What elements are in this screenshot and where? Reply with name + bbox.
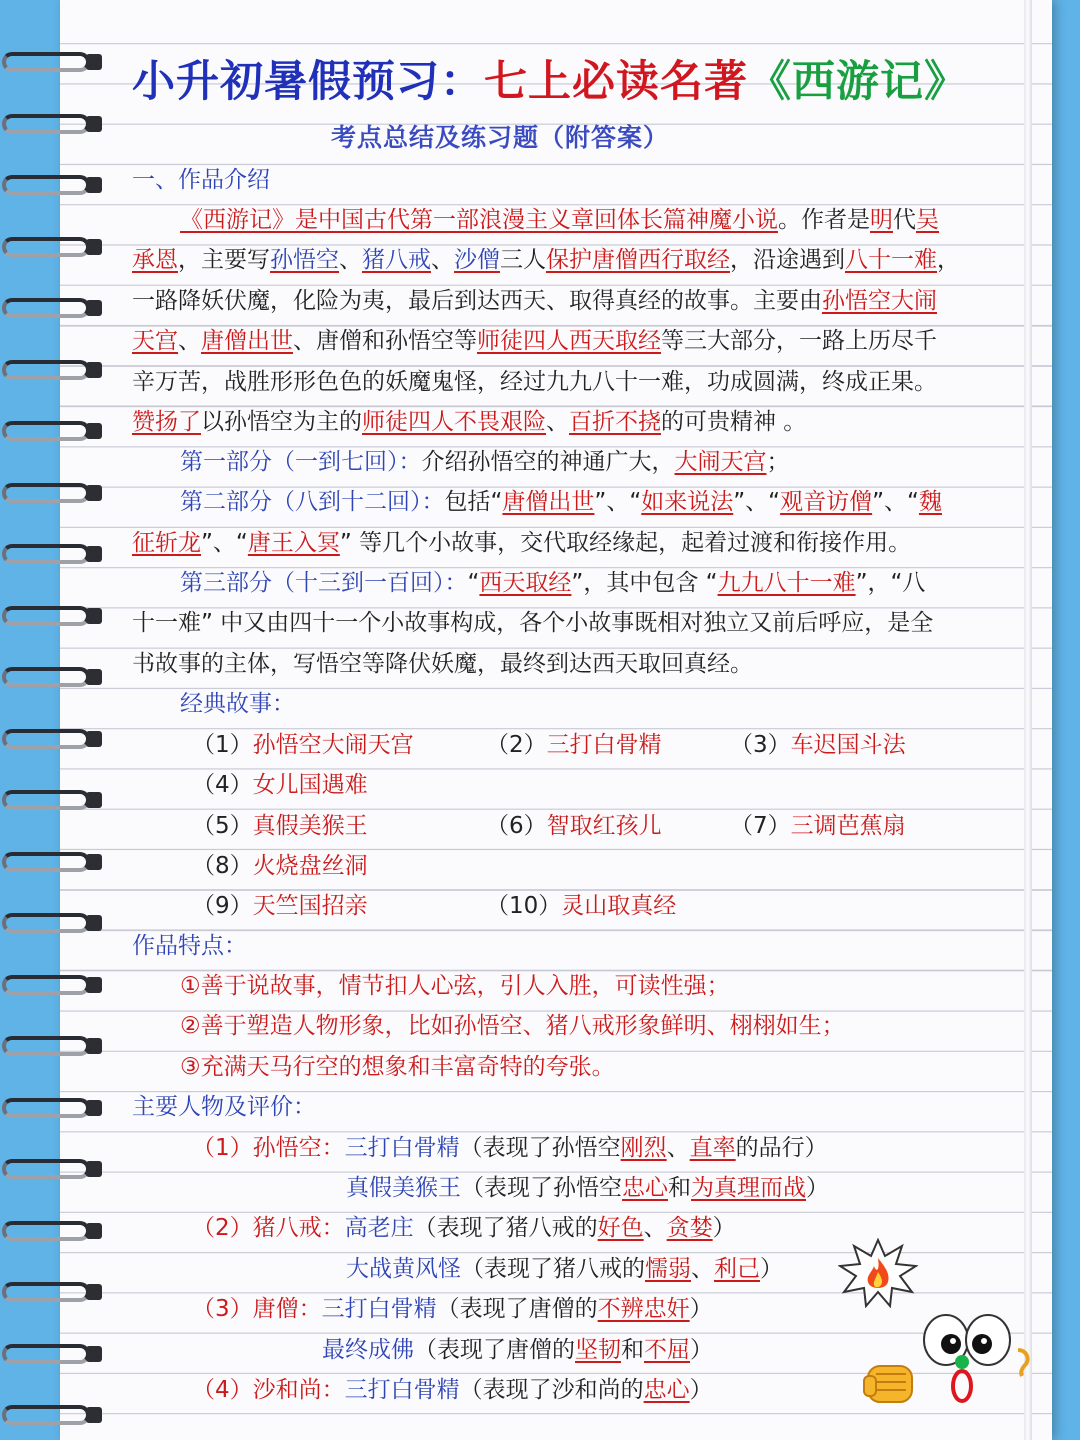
- text: ” 等几个小故事，交代取经缘起，起着过渡和衔接作用。: [339, 530, 912, 556]
- story-number: （3）: [730, 732, 791, 758]
- text: 、唐僧和孙悟空等: [293, 328, 477, 354]
- highlight: 西行取经: [638, 247, 730, 273]
- text: ”，其中包含 “: [571, 570, 718, 596]
- text: （表现了沙和尚的: [459, 1377, 644, 1403]
- text: 、: [178, 328, 201, 354]
- classic-story-item: [730, 725, 906, 765]
- text: ）: [760, 1256, 783, 1282]
- highlight: 如来说法: [641, 489, 734, 515]
- story-number: （10）: [486, 893, 562, 920]
- highlight: 魏: [918, 489, 942, 515]
- text: 的品行）: [735, 1135, 828, 1161]
- story-name: 灵山取真经: [561, 893, 677, 920]
- text: ，主要写: [178, 247, 270, 273]
- spiral-ring: [0, 667, 108, 689]
- page-title: [132, 48, 968, 109]
- text: “: [467, 570, 480, 596]
- highlight: 师徒四人不畏艰险: [362, 409, 546, 435]
- spiral-ring: [0, 1036, 108, 1058]
- page-subtitle: 考点总结及练习题（附答案）: [330, 123, 669, 152]
- story-number: （1）: [192, 732, 253, 758]
- spiral-ring: [0, 1405, 108, 1427]
- text: ）: [689, 1296, 713, 1322]
- char-shaheshang-line: [192, 1370, 713, 1410]
- highlight: 懦弱: [645, 1256, 691, 1282]
- story-name: 孙悟空大闹天宫: [252, 732, 414, 758]
- highlight: 天宫: [132, 328, 178, 354]
- classic-story-item: [192, 765, 368, 805]
- story-name: 真假美猴王: [252, 812, 368, 839]
- part-label: 第二部分（八到十二回）：: [180, 489, 445, 515]
- story-name: 车迟国斗法: [790, 732, 906, 758]
- highlight: 大闹天宫: [674, 449, 767, 475]
- text: 、: [666, 1135, 690, 1161]
- highlight: 好色: [597, 1215, 644, 1241]
- classic-story-item: [486, 725, 662, 765]
- highlight: 坚韧: [575, 1337, 621, 1363]
- part-label: 第三部分（十三到一百回）：: [180, 570, 468, 596]
- highlight: 师徒四人西天取经: [477, 328, 661, 354]
- intro-line-5: 辛万苦，战胜形形色色的妖魔鬼怪，经过九九八十一难，功成圆满，终成正果。: [132, 369, 937, 395]
- char-label: （3）唐僧：: [192, 1296, 322, 1322]
- spiral-ring: [0, 790, 108, 812]
- text: （表现了猪八戒的: [461, 1256, 645, 1282]
- highlight: 猪八戒: [362, 247, 431, 273]
- highlight: 忠心: [622, 1175, 668, 1201]
- highlight: 明: [870, 207, 893, 233]
- googly-eyes-icon: [916, 1310, 1036, 1430]
- text: 、: [691, 1256, 714, 1282]
- spiral-ring: [0, 1098, 108, 1120]
- char-label: （4）沙和尚：: [192, 1377, 345, 1403]
- story-name: 三调芭蕉扇: [790, 812, 906, 839]
- spiral-ring: [0, 360, 108, 382]
- highlight: 刚烈: [620, 1135, 667, 1161]
- fist-icon: [862, 1356, 922, 1410]
- spiral-ring: [0, 52, 108, 74]
- highlight: 赞扬了: [132, 409, 201, 435]
- intro-line-1: [180, 200, 939, 240]
- story-number: （4）: [192, 772, 253, 799]
- spiral-ring: [0, 175, 108, 197]
- text: 和: [621, 1337, 644, 1363]
- text: （表现了孙悟空: [461, 1175, 622, 1201]
- highlight: 孙悟空大闹: [822, 288, 937, 314]
- title-part-book: 《西游记》: [748, 57, 968, 107]
- spiral-ring: [0, 544, 108, 566]
- text: ）: [689, 1377, 713, 1403]
- text: ”、“: [872, 489, 919, 515]
- story-number: （5）: [192, 812, 253, 839]
- intro-line-2: [132, 240, 960, 280]
- text: 。作者是: [778, 207, 870, 233]
- text: 代: [893, 207, 916, 233]
- spiral-ring: [0, 237, 108, 259]
- feature-item-1: ①善于说故事，情节扣人心弦，引人入胜，可读性强；: [180, 973, 730, 999]
- title-part-main: 七上必读名著: [484, 57, 748, 107]
- intro-line-3: [132, 281, 937, 321]
- char-tangseng-line-1: [192, 1289, 713, 1329]
- part-3-line-cont-2: 书故事的主体，写悟空等降伏妖魔，最终到达西天取回真经。: [132, 651, 753, 677]
- char-tangseng-line-2: [322, 1330, 713, 1370]
- highlight: 忠心: [643, 1377, 690, 1403]
- text: 、: [643, 1215, 667, 1241]
- spiral-ring: [0, 1159, 108, 1181]
- story-name: 火烧盘丝洞: [252, 852, 368, 879]
- text: 三人: [500, 247, 546, 273]
- text: （表现了猪八戒的: [413, 1215, 598, 1241]
- story-name: 三打白骨精: [344, 1377, 460, 1403]
- highlight: 保护唐僧: [546, 247, 638, 273]
- text: 介绍孙悟空的神通广大，: [421, 449, 675, 475]
- spiral-ring: [0, 913, 108, 935]
- text: ，: [937, 247, 960, 273]
- spiral-ring: [0, 421, 108, 443]
- highlight: 利己: [714, 1256, 760, 1282]
- characters-heading: 主要人物及评价：: [132, 1094, 316, 1120]
- text: 的可贵精神 。: [661, 409, 807, 435]
- story-number: （2）: [486, 732, 547, 758]
- story-number: （7）: [730, 812, 791, 839]
- intro-line-6: [132, 402, 806, 442]
- classic-story-item: [192, 886, 368, 926]
- highlight: 征斩龙: [132, 530, 201, 556]
- spiral-ring: [0, 975, 108, 997]
- text: ，沿途遇到: [730, 247, 845, 273]
- highlight: 唐王入冥: [247, 530, 340, 556]
- story-name: 三打白骨精: [321, 1296, 437, 1322]
- features-heading: 作品特点：: [132, 933, 247, 959]
- classic-story-item: [192, 846, 368, 886]
- classic-story-item: [486, 886, 676, 926]
- spiral-ring: [0, 1344, 108, 1366]
- spiral-ring: [0, 298, 108, 320]
- part-3-line-cont-1: 十一难” 中又由四十一个小故事构成，各个小故事既相对独立又前后呼应，是全: [132, 610, 934, 636]
- intro-line-4: [132, 321, 937, 361]
- highlight: 贪婪: [666, 1215, 713, 1241]
- highlight: 为真理而战: [691, 1175, 806, 1201]
- spiral-ring: [0, 729, 108, 751]
- highlight: 孙悟空: [270, 247, 339, 273]
- fire-burst-icon: [838, 1238, 918, 1308]
- story-name: 三打白骨精: [546, 732, 662, 758]
- text: 、: [431, 247, 454, 273]
- text: ”、“: [201, 530, 248, 556]
- text: ）: [806, 1175, 829, 1201]
- highlight: 唐僧出世: [502, 489, 595, 515]
- text: 、: [339, 247, 362, 273]
- classic-story-item: [192, 806, 368, 846]
- story-number: （6）: [486, 812, 547, 839]
- classic-story-item: [192, 725, 414, 765]
- text: 和: [668, 1175, 691, 1201]
- title-part-prefix: 小升初暑假预习：: [132, 57, 484, 107]
- spiral-ring: [0, 1282, 108, 1304]
- text: 、: [546, 409, 569, 435]
- text: ）: [690, 1337, 713, 1363]
- spiral-ring: [0, 483, 108, 505]
- char-zhubajie-line-2: [346, 1249, 783, 1289]
- text: （表现了唐僧的: [414, 1337, 575, 1363]
- highlight: 百折不挠: [569, 409, 661, 435]
- story-name: 天竺国招亲: [252, 893, 368, 920]
- highlight: 直率: [689, 1135, 736, 1161]
- story-name: 大战黄风怪: [346, 1256, 461, 1282]
- part-1-line: [180, 442, 790, 482]
- text: ；: [766, 449, 790, 475]
- highlight: 八十一难: [845, 247, 937, 273]
- text: ”、“: [594, 489, 642, 515]
- classic-story-item: [730, 806, 906, 846]
- highlight: 承恩: [132, 247, 178, 273]
- char-label: （2）猪八戒：: [192, 1215, 345, 1241]
- spiral-ring: [0, 852, 108, 874]
- part-label: 第一部分（一到七回）：: [180, 449, 422, 475]
- section-heading-intro: 一、作品介绍: [132, 167, 270, 193]
- story-name: 高老庄: [344, 1215, 414, 1241]
- text: 等三大部分，一路上历尽千: [661, 328, 937, 354]
- text: 包括“: [444, 489, 503, 515]
- story-name: 最终成佛: [322, 1337, 414, 1363]
- text: 一路降妖伏魔，化险为夷，最后到达西天、取得真经的故事。主要由: [132, 288, 822, 314]
- classic-story-item: [486, 806, 662, 846]
- story-name: 真假美猴王: [346, 1175, 461, 1201]
- text: （表现了唐僧的: [436, 1296, 598, 1322]
- spiral-ring: [0, 1221, 108, 1243]
- highlight: 九九八十一难: [717, 570, 856, 596]
- char-sunwukong-line-2: [346, 1168, 829, 1208]
- text: ”，“八: [855, 570, 926, 596]
- char-zhubajie-line-1: [192, 1208, 736, 1248]
- feature-item-3: ③充满天马行空的想象和丰富奇特的夸张。: [180, 1054, 615, 1080]
- text: ”、“: [733, 489, 781, 515]
- part-2-line: [180, 482, 942, 522]
- highlight: 观音访僧: [780, 489, 873, 515]
- story-number: （8）: [192, 852, 253, 879]
- char-label: （1）孙悟空：: [192, 1135, 345, 1161]
- part-2-line-cont: [132, 523, 911, 563]
- feature-item-2: ②善于塑造人物形象，比如孙悟空、猪八戒形象鲜明、栩栩如生；: [180, 1013, 845, 1039]
- highlight: 唐僧出世: [201, 328, 293, 354]
- spiral-ring: [0, 606, 108, 628]
- story-name: 女儿国遇难: [252, 772, 368, 799]
- highlight: 吴: [916, 207, 939, 233]
- text: （表现了孙悟空: [459, 1135, 621, 1161]
- highlight: 不屈: [644, 1337, 690, 1363]
- part-3-line: [180, 563, 925, 603]
- text: ）: [712, 1215, 736, 1241]
- highlight: 西天取经: [479, 570, 572, 596]
- story-name: 智取红孩儿: [546, 812, 662, 839]
- highlight: 不辨忠奸: [597, 1296, 690, 1322]
- text: 以孙悟空为主的: [201, 409, 362, 435]
- story-name: 三打白骨精: [344, 1135, 460, 1161]
- highlight: 《西游记》是中国古代第一部浪漫主义章回体长篇神魔小说: [180, 207, 778, 233]
- highlight: 沙僧: [454, 247, 500, 273]
- classic-stories-heading: 经典故事：: [180, 691, 295, 717]
- char-sunwukong-line-1: [192, 1128, 828, 1168]
- story-number: （9）: [192, 893, 253, 920]
